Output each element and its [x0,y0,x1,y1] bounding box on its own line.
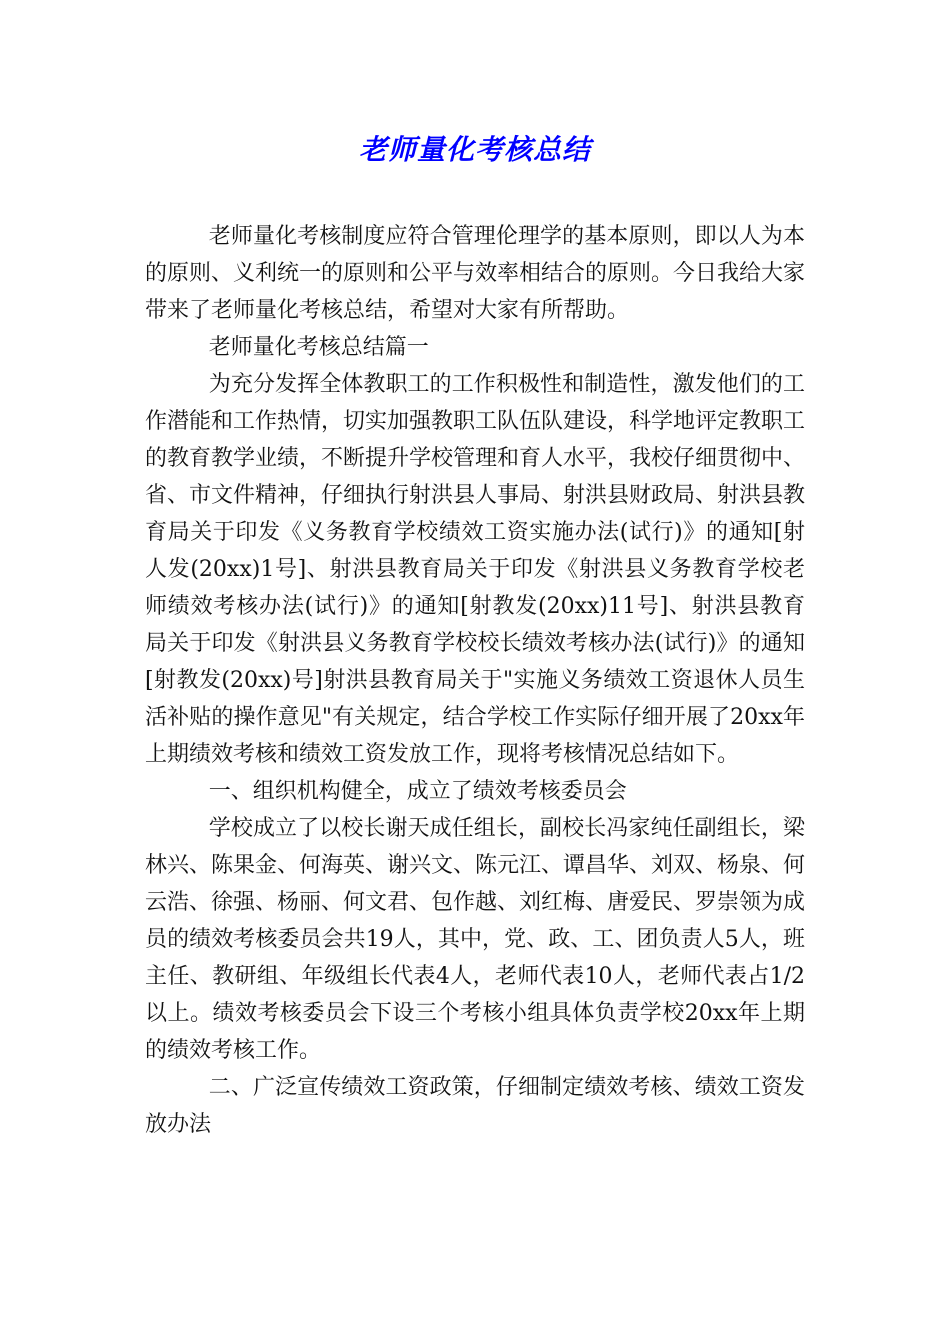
paragraph-purpose: 为充分发挥全体教职工的工作积极性和制造性，激发他们的工作潜能和工作热情，切实加强教职工队伍队建设，科学地评定教职工的教育教学业绩，不断提升学校管理和育人水平，我校仔细贯彻中、省、市文件精神，仔细执行射洪县人事局、射洪县财政局、射洪县教育局关于印发《义务教育学校绩效工资实施办法(试行)》的通知[射人发(20xx)1号]、射洪县教育局关于印发《射洪县义务教育学校老师绩效考核办法(试行)》的通知[射教发(20xx)11号]、射洪县教育局关于印发《射洪县义务教育学校校长绩效考核办法(试行)》的通知[射教发(20xx)号]射洪县教育局关于"实施义务绩效工资退休人员生活补贴的操作意见"有关规定，结合学校工作实际仔细开展了20xx年上期绩效考核和绩效工资发放工作，现将考核情况总结如下。 [145,372,806,767]
paragraph-intro: 老师量化考核制度应符合管理伦理学的基本原则，即以人为本的原则、义利统一的原则和公平与效率相结合的原则。今日我给大家带来了老师量化考核总结，希望对大家有所帮助。 [145,224,806,323]
paragraph-heading-two: 二、广泛宣传绩效工资政策，仔细制定绩效考核、绩效工资发放办法 [145,1075,805,1137]
paragraph-heading-one: 一、组织机构健全，成立了绩效考核委员会 [208,779,627,804]
paragraph-committee: 学校成立了以校长谢天成任组长，副校长冯家纯任副组长，梁林兴、陈果金、何海英、谢兴文、陈元江、谭昌华、刘双、杨泉、何云浩、徐强、杨丽、何文君、包作越、刘红梅、唐爱民、罗崇领为成员的绩效考核委员会共19人，其中，党、政、工、团负责人5人，班主任、教研组、年级组长代表4人，老师代表10人，老师代表占1/2以上。绩效考核委员会下设三个考核小组具体负责学校20xx年上期的绩效考核工作。 [145,816,806,1063]
document-title: 老师量化考核总结 [358,133,591,166]
document-body [145,218,805,1143]
paragraph-section-heading: 老师量化考核总结篇一 [208,335,429,360]
